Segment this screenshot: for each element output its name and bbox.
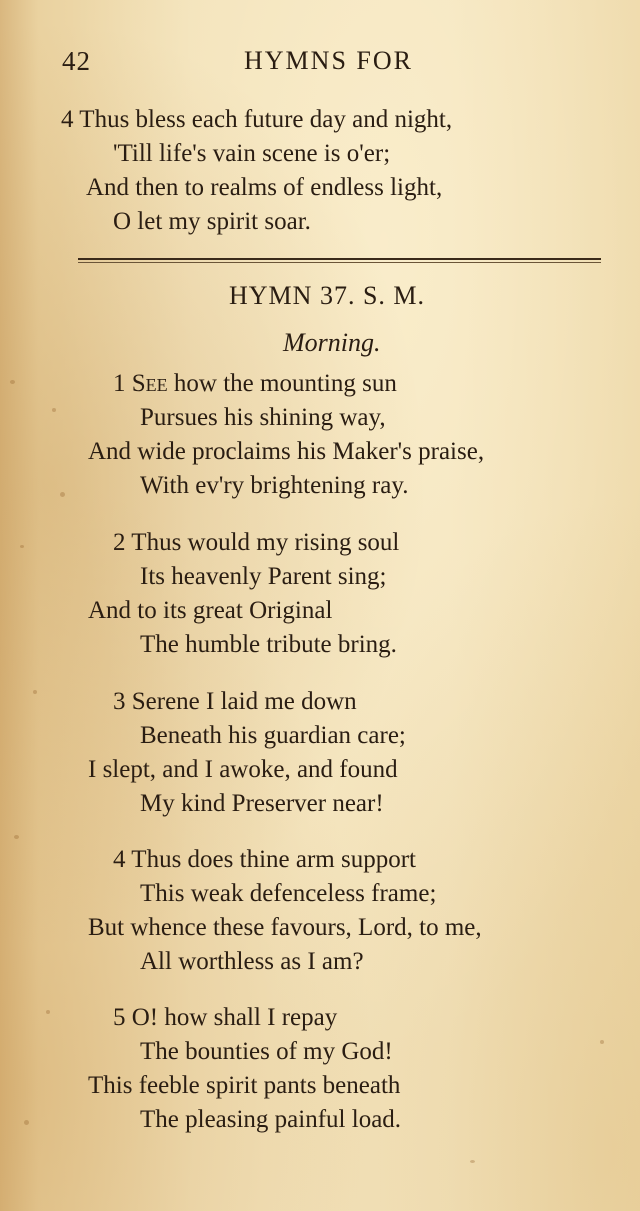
verse-line: Its heavenly Parent sing;	[140, 563, 387, 590]
verse-line: My kind Preserver near!	[140, 790, 384, 817]
foxing-spot	[470, 1160, 475, 1163]
verse-line-text: how the mounting sun	[167, 370, 397, 397]
hymn-subtitle: Morning.	[283, 328, 381, 357]
foxing-spot	[60, 492, 65, 497]
verse-line: With ev'ry brightening ray.	[140, 472, 409, 499]
previous-hymn-line: 'Till life's vain scene is o'er;	[113, 140, 391, 167]
previous-hymn-line: O let my spirit soar.	[113, 208, 311, 235]
verse-line: I slept, and I awoke, and found	[88, 756, 398, 783]
section-divider	[78, 258, 601, 263]
verse-line: And to its great Original	[88, 597, 333, 624]
verse-line: 5 O! how shall I repay	[113, 1004, 338, 1031]
verse-line: And wide proclaims his Maker's praise,	[88, 438, 485, 465]
verse-line: All worthless as I am?	[140, 948, 364, 975]
verse-line: This weak defenceless frame;	[140, 880, 437, 907]
foxing-spot	[20, 545, 24, 548]
verse-line: 2 Thus would my rising soul	[113, 529, 400, 556]
foxing-spot	[24, 1120, 29, 1125]
drop-initial: S	[131, 370, 146, 397]
verse-line: Beneath his guardian care;	[140, 722, 406, 749]
foxing-spot	[46, 1010, 50, 1014]
previous-hymn-line: 4 Thus bless each future day and night,	[61, 106, 453, 133]
verse-number: 1	[113, 370, 126, 397]
foxing-spot	[14, 835, 19, 839]
verse-line: Pursues his shining way,	[140, 404, 386, 431]
verse-line: But whence these favours, Lord, to me,	[88, 914, 482, 941]
verse-1-line-1	[113, 369, 397, 399]
verse-line: The bounties of my God!	[140, 1038, 393, 1065]
foxing-spot	[33, 690, 37, 694]
foxing-spot	[52, 408, 56, 412]
hymn-title: HYMN 37. S. M.	[229, 281, 426, 310]
verse-line: The pleasing painful load.	[140, 1106, 402, 1133]
verse-line: 3 Serene I laid me down	[113, 688, 357, 715]
verse-line: The humble tribute bring.	[140, 631, 397, 658]
small-caps-word: ee	[145, 370, 168, 397]
foxing-spot	[600, 1040, 604, 1044]
verse-line: This feeble spirit pants beneath	[88, 1072, 401, 1099]
page-header	[0, 46, 640, 82]
verse-line: 4 Thus does thine arm support	[113, 846, 416, 873]
foxing-spot	[10, 380, 15, 384]
previous-hymn-line: And then to realms of endless light,	[86, 174, 443, 201]
page-number: 42	[62, 46, 91, 76]
running-title: HYMNS FOR	[244, 46, 413, 75]
